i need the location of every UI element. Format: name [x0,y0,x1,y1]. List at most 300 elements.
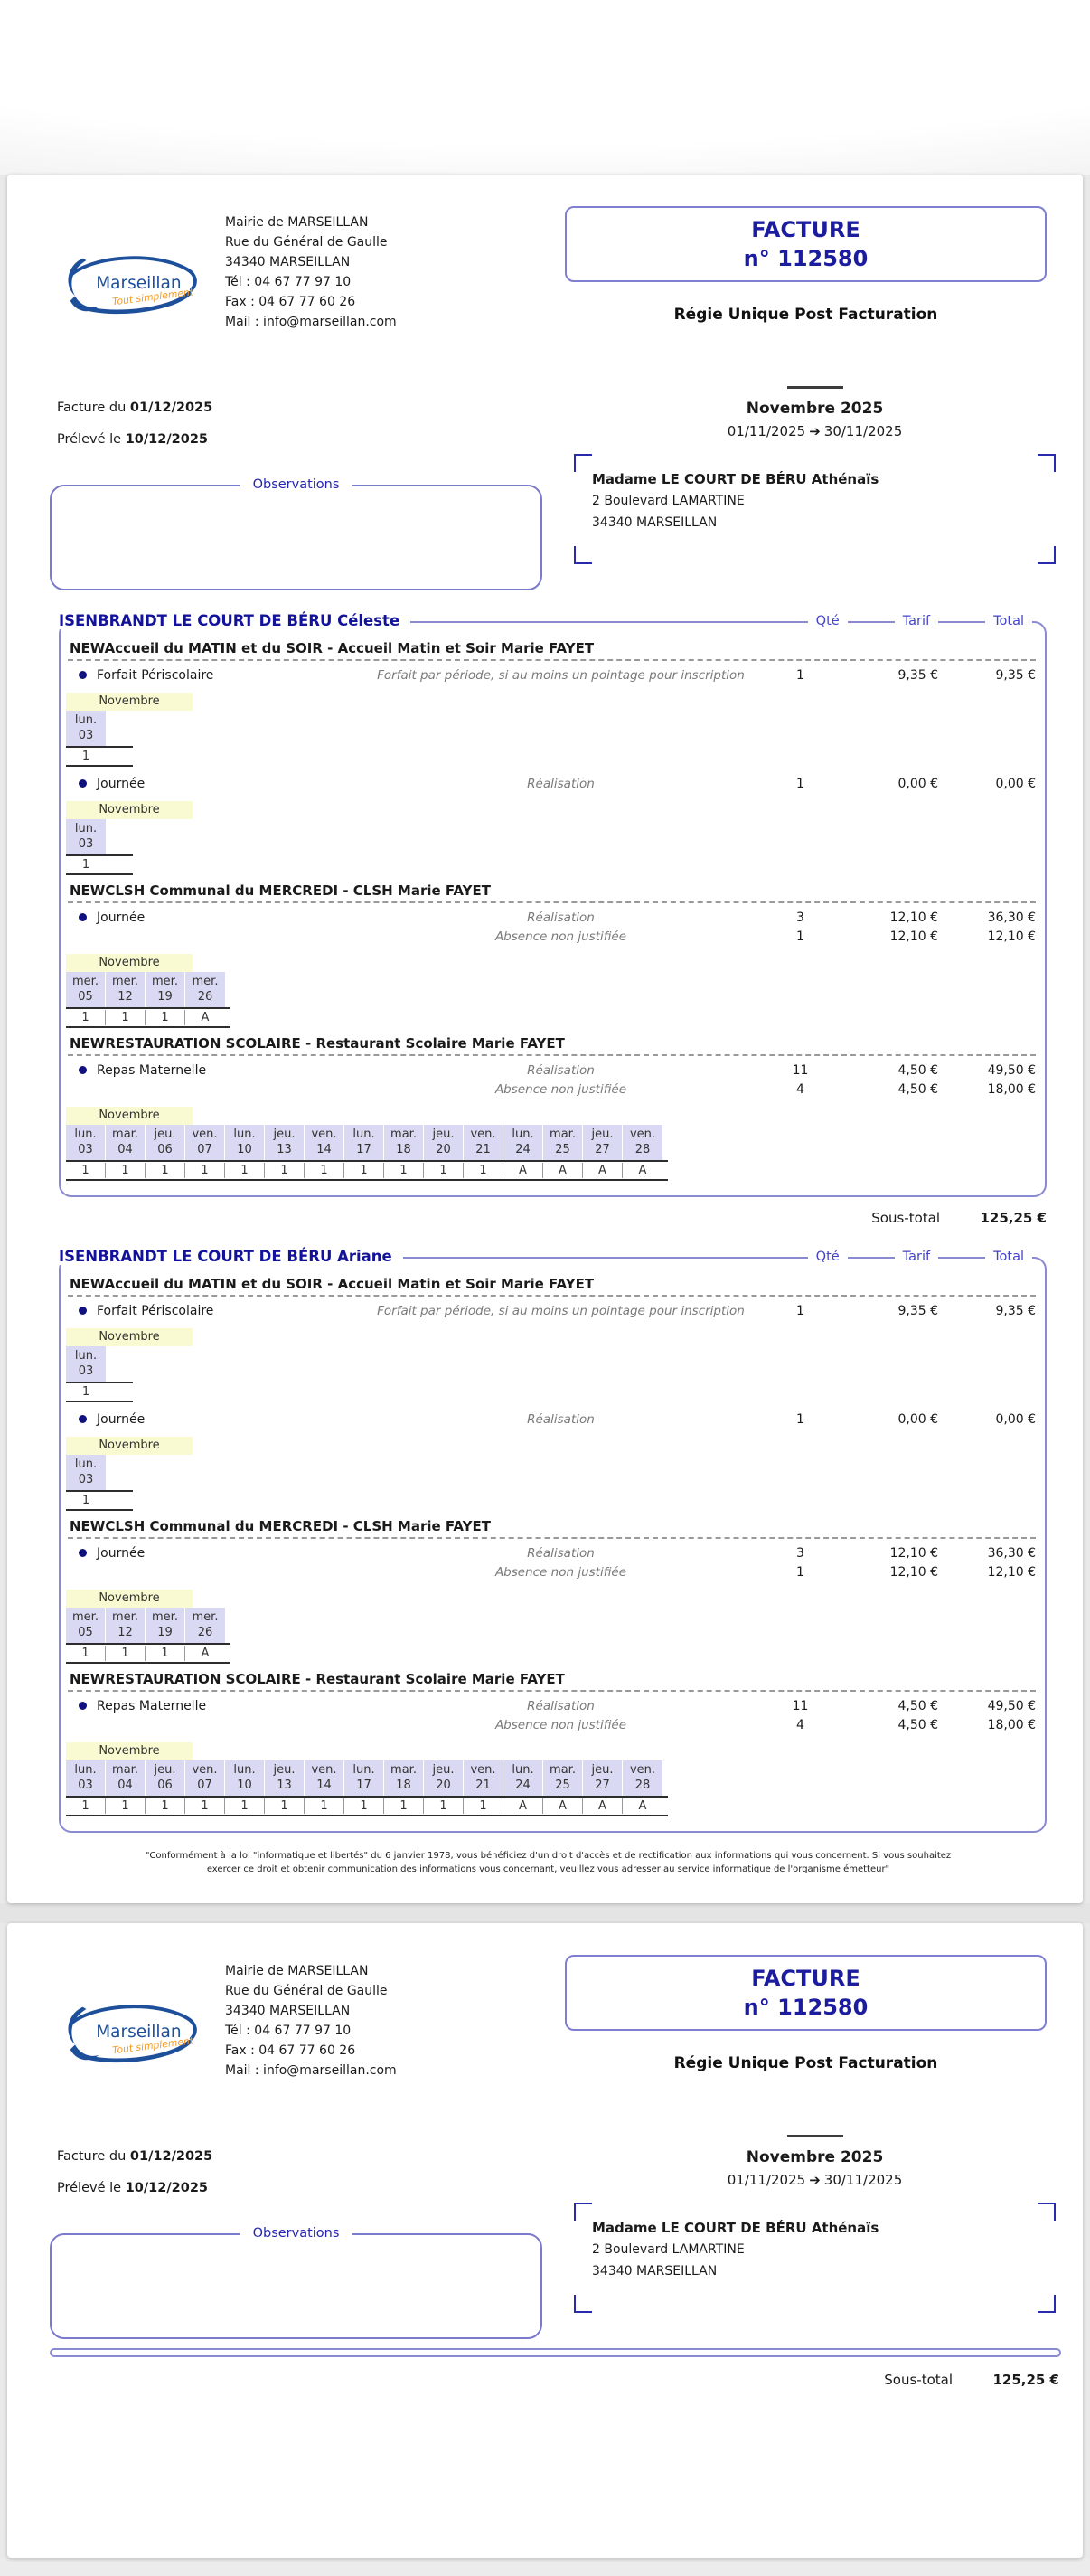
line-qty: 1 [796,1411,804,1427]
calendar-day-name: lun. [512,1128,534,1141]
calendar-day-name: ven. [629,1128,656,1141]
line-tarif: 12,10 € [889,929,938,944]
observations-box [50,2225,542,2339]
calendar-day-number: 04 [117,1143,133,1156]
line-description: Réalisation [527,910,595,925]
calendar-day-number: 28 [634,1143,651,1156]
calendar-day-name: jeu. [273,1763,296,1777]
calendar-day-cell [344,1125,384,1160]
calendar-value-cell: 1 [81,858,90,872]
calendar-day-cell [623,1760,662,1796]
calendar-value-cell: 1 [464,1798,503,1814]
recipient-address [574,454,1056,564]
calendar-rule [66,1815,668,1816]
calendar-day-cell [185,1608,225,1643]
calendar-day-name: lun. [74,1458,98,1471]
issuer-address [225,212,397,332]
calendar-day-cell [66,711,106,746]
bullet-icon [79,1702,87,1710]
calendar-value-cell: 1 [424,1163,464,1178]
invoice-section [59,612,1047,1226]
invoice-date: 01/12/2025 [129,2149,213,2164]
calendar-day-cell [66,1760,106,1796]
calendar-day-number: 25 [555,1143,570,1156]
recipient-city: 34340 MARSEILLAN [592,2264,718,2279]
debit-date-line: Prélevé le 10/12/2025 [57,2181,208,2195]
debit-date: 10/12/2025 [125,2181,208,2195]
calendar-day-number: 27 [595,1779,610,1792]
invoice-date-line: Facture du 01/12/2025 [57,2149,213,2164]
calendar-day-cell [66,972,106,1007]
billing-line [66,1410,1038,1429]
recipient-address [574,2203,1056,2313]
calendar-day-number: 03 [78,1473,94,1486]
calendar-rule [66,873,133,875]
line-qty: 1 [796,1303,804,1318]
qty-column-header: Qté [808,614,848,628]
issuer-line: 34340 MARSEILLAN [225,255,351,269]
attendance-calendar [66,693,1038,767]
subtotal-label: Sous-total [871,1210,940,1226]
continuation-box [50,2348,1061,2357]
calendar-day-cell [66,1455,106,1490]
line-tarif: 12,10 € [889,1545,938,1561]
calendar-day-name: jeu. [154,1763,176,1777]
calendar-month-cell: Novembre [66,1328,193,1346]
calendar-day-cell [185,1760,225,1796]
calendar-day-name: lun. [352,1128,375,1141]
line-qty: 1 [796,929,804,944]
qty-column-header: Qté [808,1250,848,1264]
calendar-day-cell [146,1125,185,1160]
calendar-value-row [66,856,133,873]
calendar-value-row [66,1383,133,1401]
calendar-value-cell: 1 [384,1163,424,1178]
line-description: Réalisation [527,1062,595,1078]
regie-title: Régie Unique Post Facturation [673,306,938,324]
billing-line [66,927,1038,946]
invoice-page-2 [7,1923,1083,2558]
billing-line [66,774,1038,793]
calendar-day-cell [66,1346,106,1382]
billing-line [66,908,1038,927]
calendar-day-cell [464,1125,503,1160]
line-qty: 4 [796,1717,804,1732]
item-name-cell [66,1063,364,1078]
calendar-day-name: mer. [152,975,178,988]
line-description: Absence non justifiée [494,929,627,944]
calendar-day-number: 24 [515,1143,531,1156]
calendar-day-name: lun. [74,1763,97,1777]
svg-text:Tout simplement: Tout simplement [111,2034,194,2057]
calendar-day-name: mer. [72,1610,99,1624]
dotted-separator [68,659,1036,661]
recipient-name: Madame LE COURT DE BÉRU Athénaïs [592,471,879,487]
calendar-day-number: 27 [595,1143,610,1156]
calendar-value-cell: 1 [106,1163,146,1178]
calendar-rule [66,1401,133,1402]
column-headers [808,1250,1032,1264]
item-name: Forfait Périscolaire [97,667,214,683]
item-name: Repas Maternelle [97,1698,207,1713]
line-description: Absence non justifiée [494,1717,627,1732]
calendar-day-cell [225,1125,265,1160]
calendar-value-cell: A [201,1647,210,1660]
line-description: Réalisation [527,1411,595,1427]
calendar-value-cell: 1 [66,1646,106,1661]
calendar-value-cell: 1 [185,1798,225,1814]
calendar-day-name: jeu. [154,1128,176,1141]
attendance-calendar [66,954,1038,1028]
bullet-icon [79,779,87,788]
bullet-icon [79,913,87,921]
recipient-name: Madame LE COURT DE BÉRU Athénaïs [592,2220,879,2236]
corner-bracket-icon [574,2203,592,2221]
calendar-value-cell: A [638,1799,647,1813]
corner-bracket-icon [574,546,592,564]
line-tarif: 9,35 € [897,667,938,683]
calendar-day-cell [503,1760,543,1796]
calendar-day-row [66,972,1038,1007]
calendar-day-number: 20 [436,1143,451,1156]
calendar-day-row [66,711,1038,746]
line-total: 9,35 € [995,1303,1036,1318]
line-description: Réalisation [527,1698,595,1713]
calendar-day-number: 18 [396,1779,411,1792]
invoice-date-line: Facture du 01/12/2025 [57,401,213,415]
calendar-day-cell [146,1760,185,1796]
legal-footnote [50,1849,1047,1876]
calendar-day-cell [66,1608,106,1643]
calendar-value-cell: 1 [66,1163,106,1178]
attendance-calendar [66,1107,1038,1181]
calendar-day-number: 03 [78,1779,93,1792]
calendar-month-cell: Novembre [66,1590,193,1608]
marseillan-logo [57,248,203,322]
billing-line [66,1562,1038,1581]
issuer-line: Fax : 04 67 77 60 26 [225,2043,356,2058]
calendar-day-number: 03 [78,729,94,742]
calendar-day-name: mer. [112,1610,138,1624]
calendar-day-name: lun. [233,1763,256,1777]
dotted-separator [68,1295,1036,1297]
calendar-day-number: 21 [475,1779,491,1792]
calendar-value-cell: A [503,1798,543,1814]
calendar-day-number: 26 [197,1626,213,1639]
calendar-day-cell [503,1125,543,1160]
line-description: Réalisation [527,776,595,791]
attendance-calendar [66,1590,1038,1664]
calendar-value-cell: 1 [225,1798,265,1814]
item-name-cell [66,1699,364,1713]
marseillan-logo [57,1996,203,2071]
calendar-day-number: 07 [197,1779,212,1792]
calendar-value-cell: A [503,1163,543,1178]
svg-text:Tout simplement: Tout simplement [111,286,194,308]
line-total: 49,50 € [987,1698,1036,1713]
column-headers [808,614,1032,628]
calendar-value-row [66,1492,133,1509]
calendar-value-cell: 1 [384,1798,424,1814]
calendar-day-cell [543,1125,583,1160]
line-total: 49,50 € [987,1062,1036,1078]
tarif-column-header: Tarif [895,614,938,628]
svg-text:Marseillan: Marseillan [96,2022,182,2042]
dotted-separator [68,1690,1036,1692]
calendar-day-row [66,1608,1038,1643]
line-total: 36,30 € [987,910,1036,925]
invoice-title: FACTURE [751,1966,860,1991]
calendar-value-cell: 1 [146,1646,185,1661]
corner-bracket-icon [1038,546,1056,564]
calendar-value-cell: A [201,1011,210,1024]
calendar-value-cell: 1 [81,1494,90,1507]
calendar-month-cell: Novembre [66,954,193,972]
calendar-day-name: mar. [390,1128,417,1141]
corner-bracket-icon [574,2295,592,2313]
invoice-title: FACTURE [751,217,860,242]
calendar-day-name: jeu. [591,1763,614,1777]
calendar-day-cell [146,972,185,1007]
item-name-cell [66,911,364,925]
line-total: 12,10 € [987,929,1036,944]
calendar-day-number: 10 [237,1779,252,1792]
calendar-value-cell: 1 [146,1798,185,1814]
invoice-number-box [565,206,1047,282]
calendar-value-cell: A [543,1163,583,1178]
calendar-day-number: 28 [634,1779,651,1792]
calendar-day-cell [464,1760,503,1796]
billing-period-month: Novembre 2025 [746,400,884,418]
calendar-day-cell [424,1125,464,1160]
debit-date-line: Prélevé le 10/12/2025 [57,432,208,447]
item-name: Repas Maternelle [97,1062,207,1078]
marseillan-logo-icon [57,248,203,322]
calendar-month-cell: Novembre [66,801,193,819]
corner-bracket-icon [1038,2203,1056,2221]
calendar-value-row [66,748,133,765]
bullet-icon [79,1307,87,1315]
issuer-address [225,1961,397,2081]
line-total: 36,30 € [987,1545,1036,1561]
calendar-month-cell: Novembre [66,693,193,711]
calendar-value-cell: 1 [305,1163,344,1178]
billing-line [66,1301,1038,1320]
calendar-day-row [66,1346,1038,1382]
calendar-day-number: 10 [237,1143,252,1156]
calendar-value-row [66,1009,230,1026]
attendance-calendar [66,1437,1038,1511]
calendar-day-name: mar. [390,1763,417,1777]
calendar-day-name: mer. [72,975,99,988]
subtotal-row [50,2372,1059,2388]
line-description: Forfait par période, si au moins un pointage pour inscription [377,1303,745,1318]
total-column-header: Total [985,614,1032,628]
item-name: Journée [97,1411,146,1427]
calendar-value-cell: 1 [146,1163,185,1178]
issuer-line: Mairie de MARSEILLAN [225,215,369,230]
calendar-day-name: mar. [112,1128,138,1141]
subtotal-value: 125,25 € [992,2372,1059,2388]
svg-text:Marseillan: Marseillan [96,273,182,293]
calendar-day-number: 13 [277,1143,292,1156]
corner-bracket-icon [1038,2295,1056,2313]
recipient-city: 34340 MARSEILLAN [592,515,718,530]
line-qty: 11 [792,1062,809,1078]
calendar-value-row [66,1645,230,1662]
section-name: ISENBRANDT LE COURT DE BÉRU Ariane [59,1248,403,1265]
calendar-day-name: mer. [152,1610,178,1624]
calendar-day-name: jeu. [591,1128,614,1141]
calendar-day-cell [265,1125,305,1160]
page-gap [0,1903,1090,1923]
bullet-icon [79,1066,87,1074]
bullet-icon [79,1549,87,1557]
calendar-value-cell: A [583,1798,623,1814]
line-tarif: 9,35 € [897,1303,938,1318]
bullet-icon [79,671,87,679]
calendar-value-cell: 1 [265,1163,305,1178]
calendar-value-cell: A [583,1163,623,1178]
invoice-date: 01/12/2025 [129,401,213,415]
service-group-title: NEWAccueil du MATIN et du SOIR - Accueil Matin et Soir Marie FAYET [70,640,595,656]
calendar-day-cell [66,1125,106,1160]
calendar-day-name: jeu. [432,1128,455,1141]
calendar-day-number: 05 [78,990,93,1004]
attendance-calendar [66,1328,1038,1402]
line-total: 18,00 € [987,1717,1036,1732]
calendar-day-name: mar. [550,1128,576,1141]
attendance-calendar [66,801,1038,875]
calendar-day-cell [384,1760,424,1796]
calendar-value-row [66,1798,668,1815]
calendar-value-cell: A [543,1798,583,1814]
calendar-day-cell [623,1125,662,1160]
calendar-day-name: mer. [192,1610,219,1624]
calendar-day-cell [225,1760,265,1796]
calendar-day-name: mer. [192,975,219,988]
issuer-line: Mail : info@marseillan.com [225,2063,397,2078]
calendar-day-name: lun. [512,1763,534,1777]
line-tarif: 12,10 € [889,1564,938,1580]
debit-date: 10/12/2025 [125,432,208,447]
calendar-day-number: 04 [117,1779,133,1792]
line-tarif: 4,50 € [897,1081,938,1097]
sections-container [50,612,1047,1833]
item-name: Forfait Périscolaire [97,1303,214,1318]
line-qty: 1 [796,1564,804,1580]
calendar-day-number: 17 [356,1779,371,1792]
calendar-day-number: 12 [117,990,133,1004]
viewer-background [0,0,1090,175]
calendar-rule [66,765,133,767]
calendar-day-cell [305,1125,344,1160]
calendar-day-number: 06 [157,1779,173,1792]
line-qty: 4 [796,1081,804,1097]
calendar-day-cell [265,1760,305,1796]
service-group-title: NEWRESTAURATION SCOLAIRE - Restaurant Scolaire Marie FAYET [70,1671,565,1687]
calendar-day-name: ven. [192,1763,218,1777]
calendar-day-number: 24 [515,1779,531,1792]
issuer-line: Tél : 04 67 77 97 10 [225,275,352,289]
observations-label: Observations [240,477,353,492]
line-total: 9,35 € [995,667,1036,683]
tarif-column-header: Tarif [895,1250,938,1264]
item-name-cell [66,777,364,791]
line-description: Réalisation [527,1545,595,1561]
calendar-month-cell: Novembre [66,1742,193,1760]
calendar-value-cell: 1 [81,1385,90,1399]
line-qty: 3 [796,1545,804,1561]
calendar-month-cell: Novembre [66,1437,193,1455]
calendar-day-cell [185,972,225,1007]
calendar-day-number: 14 [316,1779,332,1792]
issuer-line: Rue du Général de Gaulle [225,1984,388,1998]
billing-period-dates: 01/11/2025 ➔ 30/11/2025 [727,2172,903,2188]
item-name: Journée [97,776,146,791]
recipient-street: 2 Boulevard LAMARTINE [592,2242,745,2257]
regie-title: Régie Unique Post Facturation [673,2054,938,2072]
calendar-day-cell [424,1760,464,1796]
calendar-value-cell: 1 [106,1646,146,1661]
calendar-day-name: ven. [311,1763,337,1777]
calendar-value-cell: 1 [464,1163,503,1178]
line-description: Forfait par période, si au moins un pointage pour inscription [377,667,745,683]
calendar-value-cell: A [638,1164,647,1177]
invoice-number-box [565,1955,1047,2031]
section-name: ISENBRANDT LE COURT DE BÉRU Céleste [59,612,410,629]
calendar-value-cell: 1 [225,1163,265,1178]
recipient-street: 2 Boulevard LAMARTINE [592,494,745,508]
corner-bracket-icon [574,454,592,472]
calendar-day-cell [185,1125,225,1160]
item-name-cell [66,1412,364,1427]
calendar-day-row [66,1760,1038,1796]
observations-box [50,477,542,590]
line-total: 12,10 € [987,1564,1036,1580]
item-name-cell [66,1304,364,1318]
calendar-day-name: jeu. [432,1763,455,1777]
dotted-separator [68,1054,1036,1056]
arrow-right-icon: ➔ [809,2172,821,2188]
line-total: 18,00 € [987,1081,1036,1097]
calendar-day-number: 13 [277,1779,292,1792]
divider [787,2135,843,2137]
calendar-day-cell [583,1125,623,1160]
line-tarif: 12,10 € [889,910,938,925]
billing-period-dates: 01/11/2025 ➔ 30/11/2025 [727,423,903,439]
calendar-month-cell: Novembre [66,1107,193,1125]
calendar-day-cell [66,819,106,854]
calendar-day-name: lun. [74,713,98,727]
calendar-value-cell: 1 [81,750,90,763]
invoice-number: n° 112580 [743,246,869,271]
line-description: Absence non justifiée [494,1081,627,1097]
calendar-value-cell: 1 [265,1798,305,1814]
calendar-day-name: mar. [550,1763,576,1777]
item-name: Journée [97,910,146,925]
calendar-day-cell [146,1608,185,1643]
calendar-day-name: jeu. [273,1128,296,1141]
subtotal-label: Sous-total [884,2372,953,2388]
line-qty: 3 [796,910,804,925]
invoice-page-1 [7,175,1083,1903]
line-qty: 1 [796,776,804,791]
calendar-rule [66,1179,668,1181]
calendar-day-name: lun. [352,1763,375,1777]
calendar-day-cell [106,1125,146,1160]
calendar-day-cell [384,1125,424,1160]
